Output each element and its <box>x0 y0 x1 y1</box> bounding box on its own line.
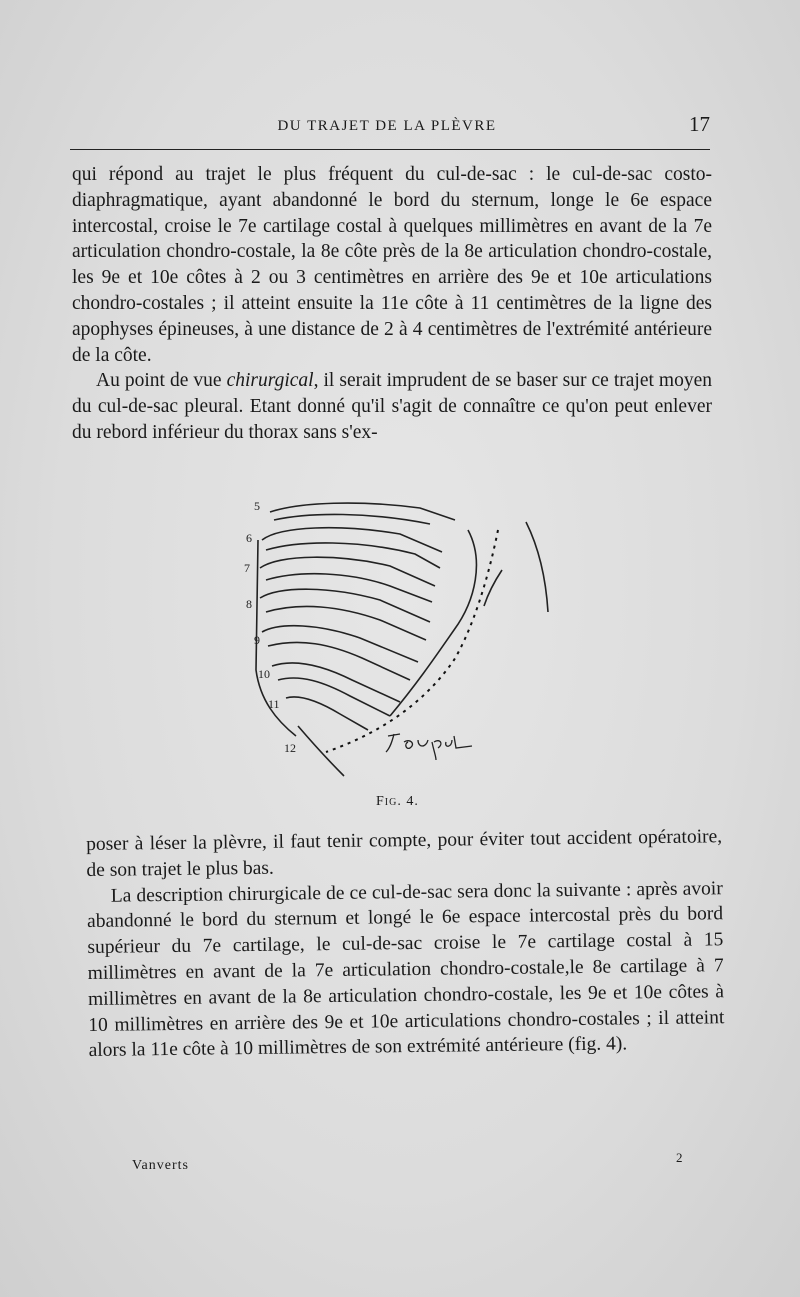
figure-caption: Fig. 4. <box>376 794 419 809</box>
rib-label-5: 5 <box>254 499 260 513</box>
rib-11 <box>286 697 368 730</box>
pleural-line <box>326 530 498 752</box>
artist-signature <box>386 734 472 760</box>
rib-label-8: 8 <box>246 597 252 611</box>
paragraph-2-italic: chirurgical <box>226 370 314 392</box>
rib-8-lower <box>266 606 426 640</box>
rib-cage-drawing <box>240 490 560 790</box>
printer-signature: Vanverts <box>132 1158 189 1173</box>
rib-7-lower <box>266 574 432 602</box>
rib-cage-figure <box>240 490 560 790</box>
rib-label-12: 12 <box>284 741 296 755</box>
rib-label-7: 7 <box>244 561 250 575</box>
rib-5-lower <box>274 514 430 524</box>
paragraph-2-start: Au point de vue <box>96 370 227 392</box>
costal-margin <box>390 530 476 716</box>
rib-12 <box>298 726 344 776</box>
rib-label-10: 10 <box>258 667 270 681</box>
rib-10 <box>272 663 400 702</box>
sheet-number: 2 <box>676 1150 683 1165</box>
running-head: DU TRAJET DE LA PLÈVRE <box>277 118 497 134</box>
text-block-bottom <box>86 824 725 1064</box>
rib-6-lower <box>266 543 440 568</box>
paragraph-3: poser à léser la plèvre, il faut tenir compte, pour éviter tout accident opératoire, de son trajet le plus bas. <box>86 826 723 881</box>
xiphoid <box>484 570 502 606</box>
paragraph-2 <box>72 368 712 445</box>
page-header <box>62 112 712 142</box>
rib-7 <box>260 557 435 586</box>
rib-8 <box>260 589 430 622</box>
rib-9 <box>262 626 418 662</box>
rib-label-9: 9 <box>254 633 260 647</box>
rib-label-6: 6 <box>246 531 252 545</box>
sternum-edge <box>526 522 548 612</box>
rib-label-11: 11 <box>268 697 280 711</box>
paragraph-4: La description chirurgicale de ce cul-de-sac sera donc la suivante : après avoir abandonné le bord du sternum et longé le 6e espace intercostal près du bord supérieur du 7e cartilage, le cul-de-sac croise le 7e cartilage costal à 15 millimètres en avant de la 7e articulation chondro-costale,le 8e cartilage à 7 millimètres en avant de la 8e articulation chondro-costale, les 9e et 10e côtes à 10 millimètres en arrière des 9e et 10e articulations chondro-costales ; il atteint alors la 11e côte à 10 millimètres de son extrémité antérieure (fig. 4). <box>86 877 725 1062</box>
header-rule <box>70 149 710 150</box>
paragraph-2-end: , il serait imprudent de se baser sur ce trajet moyen du cul-de-sac pleural. Etant donné qu'il s'agit de connaître ce qu'on peut enlever du rebord inférieur du thorax sans s'ex- <box>72 370 712 443</box>
rib-5 <box>270 503 455 520</box>
paragraph-1: qui répond au trajet le plus fréquent du cul-de-sac : le cul-de-sac costo-diaphragmatique, ayant abandonné le bord du sternum, longe le 6e espace intercostal, croise le 7e cartilage costal à quelques millimètres en avant de la 7e articulation chondro-costale, la 8e côte près de la 8e articulation chondro-costale, les 9e et 10e côtes à 2 ou 3 centimètres en arrière des 9e et 10e articulations chondro-costales ; il atteint ensuite la 11e côte à 11 centimètres de la ligne des apophyses épineuses, à une distance de 2 à 4 centimètres de l'extrémité antérieure de la côte. <box>72 164 712 366</box>
page-number: 17 <box>689 112 710 136</box>
text-block-top <box>72 162 712 446</box>
rib-6 <box>262 528 442 552</box>
